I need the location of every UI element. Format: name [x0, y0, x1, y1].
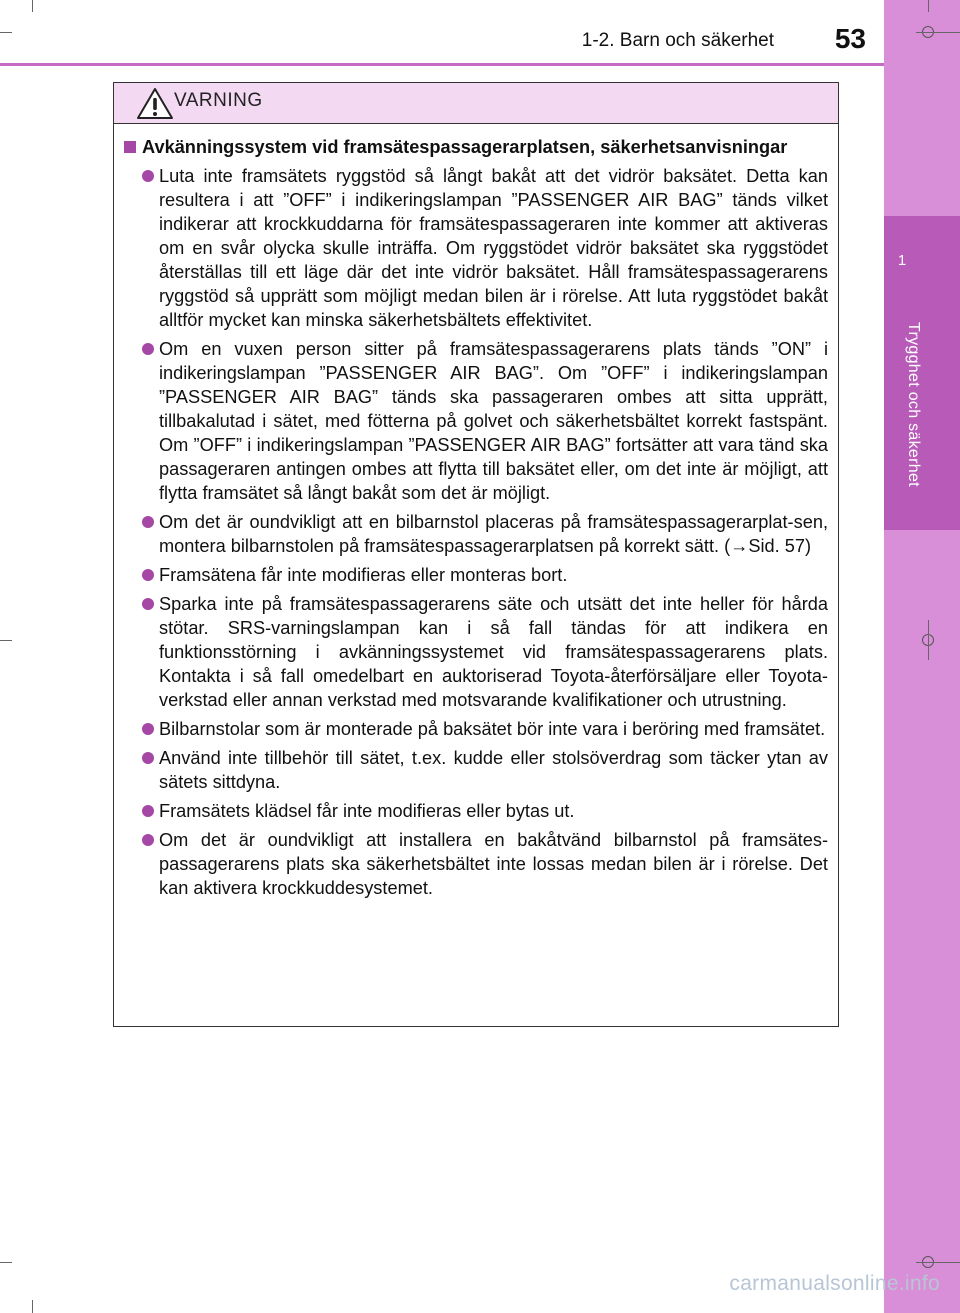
crop-mark: [32, 1300, 33, 1313]
page-number: 53: [834, 23, 866, 54]
round-bullet-icon: [142, 343, 154, 355]
round-bullet-icon: [142, 834, 154, 846]
warning-list-item: Sparka inte på framsätespassagerarens säte och utsätt det inte heller för hårda stötar. SRS-varningslampan kan i så fall tändas för att indikera en funktionsstörning i avkänningssystemet vid framsätespassagerarens plats. Kontakta i så fall omedelbart en auktoriserad Toyota-återförsäljare eller Toyota-verkstad eller annan verkstad med motsvarande kvalifikationer och utrustning.: [122, 592, 828, 712]
round-bullet-icon: [142, 752, 154, 764]
watermark: carmanualsonline.info: [729, 1272, 940, 1295]
warning-list-item: Använd inte tillbehör till sätet, t.ex. kudde eller stolsöverdrag som täcker ytan av sätets sittdyna.: [122, 746, 828, 794]
warning-box: [113, 82, 839, 1027]
warning-heading-text: Avkänningssystem vid framsätespassagerarplatsen, säkerhetsanvisningar: [142, 137, 788, 157]
crop-mark: [928, 0, 929, 12]
square-bullet-icon: [124, 141, 136, 153]
round-bullet-icon: [142, 569, 154, 581]
side-strip: [884, 0, 960, 1313]
warning-list-item: Om det är oundvikligt att en bilbarnstol placeras på framsätespassagerarplat-sen, montera bilbarnstolen på framsätespassagerarplatsen på korrekt sätt. (→Sid. 57): [122, 510, 828, 558]
round-bullet-icon: [142, 723, 154, 735]
crop-mark: [0, 32, 12, 33]
warning-list-item: Framsätets klädsel får inte modifieras eller bytas ut.: [122, 799, 828, 823]
crop-mark: [0, 640, 12, 641]
header-rule: [0, 63, 884, 66]
warning-body: [114, 124, 838, 900]
crop-mark: [928, 620, 929, 660]
round-bullet-icon: [142, 516, 154, 528]
warning-list-item: Framsätena får inte modifieras eller monteras bort.: [122, 563, 828, 587]
crop-mark: [32, 0, 33, 12]
warning-triangle-icon: [136, 87, 174, 120]
chapter-tab-label: Trygghet och säkerhet: [905, 322, 922, 487]
section-title: 1-2. Barn och säkerhet: [581, 30, 774, 51]
crop-mark: [916, 32, 960, 33]
warning-list-item: Luta inte framsätets ryggstöd så långt bakåt att det vidrör baksätet. Detta kan resultera i att ”OFF” i indikeringslampan ”PASSENGER AIR BAG” tänds vilket indikerar att krockkuddarna för framsätespassageraren inte kommer att aktiveras om en svår olycka skulle inträffa. Om ryggstödet vidrör baksätet ska ryggstödet återställas till ett läge där det inte vidrör baksätet. Håll framsätespassagerarens ryggstöd så upprätt som möjligt medan bilen är i rörelse. Att luta ryggstödet bakåt alltför mycket kan minska säkerhetsbältets effektivitet.: [122, 164, 828, 332]
crop-mark: [916, 1262, 960, 1263]
crop-mark: [0, 1262, 12, 1263]
warning-title: VARNING: [174, 90, 263, 111]
warning-list-item: Bilbarnstolar som är monterade på baksätet bör inte vara i beröring med framsätet.: [122, 717, 828, 741]
round-bullet-icon: [142, 170, 154, 182]
warning-heading: [122, 135, 828, 159]
warning-list-item: Om det är oundvikligt att installera en bakåtvänd bilbarnstol på framsätes-passagerarens plats ska säkerhetsbältet inte lossas medan bilen är i rörelse. Det kan aktivera krockkuddesystemet.: [122, 828, 828, 900]
warning-list-item: Om en vuxen person sitter på framsätespassagerarens plats tänds ”ON” i indikeringslampan ”PASSENGER AIR BAG”. Om ”OFF” i indikeringslampan ”PASSENGER AIR BAG” tänds ska passageraren ombes att sitta upprätt, tillbakalutad i sätet, med fötterna på golvet och säkerhetsbältet korrekt fastspänt. Om ”OFF” i indikeringslampan ”PASSENGER AIR BAG” fortsätter att vara tänd ska passageraren antingen ombes att flytta till baksätet eller, om det inte är möjligt, att flytta framsätet så långt bakåt som det är möjligt.: [122, 337, 828, 505]
warning-list: [122, 164, 828, 900]
chapter-tab-number: 1: [897, 252, 907, 269]
warning-header: [114, 83, 838, 124]
round-bullet-icon: [142, 598, 154, 610]
round-bullet-icon: [142, 805, 154, 817]
